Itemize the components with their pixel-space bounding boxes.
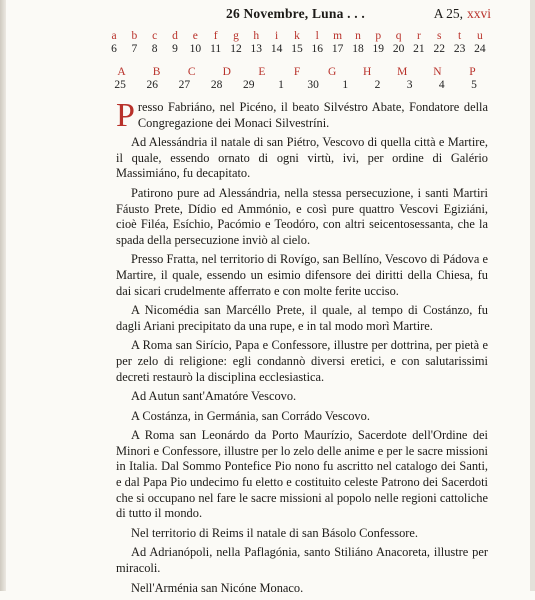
calendar-letter: G [327,66,337,78]
calendar-number: 23 [453,43,466,55]
date-roman: xxvi [466,6,491,21]
calendar-lower-letters [104,30,490,43]
calendar-number: 10 [189,43,202,55]
calendar-number: 24 [474,43,486,55]
calendar-number: 17 [331,43,344,55]
paragraph: Ad Adrianópoli, nella Paflagónia, santo Stiliáno Anacoreta, illustre per miracoli. [116,545,488,576]
calendar-lower-numbers [104,43,490,56]
page-binding-edge [0,0,6,591]
calendar-letter: N [433,66,442,78]
date-number: A 25, [433,6,463,21]
calendar-letter: k [294,30,300,42]
calendar-number: 26 [146,79,158,91]
martyrology-text [116,97,488,600]
calendar-letter: P [469,66,476,78]
calendar-letter: B [152,66,161,78]
calendar-letter: s [437,30,442,42]
paragraph: A Roma san Leonárdo da Porto Maurízio, Sacerdote dell'Ordine dei Minori e Confessore, illustre per lo zelo delle anime e per le sacre missioni in Italia. Dal Sommo Pontefice Pio nono fu ascritto nel catalogo dei Santi, e dal Papa Pio undecimo fu eletto e costituito celeste Patrono dei Sacerdoti che si occupano nel fare le sacre missioni al popolo nelle regioni cattoliche di tutto il mondo. [116,428,488,521]
calendar-letter: m [333,30,343,42]
calendar-number: 1 [342,79,349,91]
calendar-letter: t [457,30,462,42]
lunar-calendar-table [104,30,490,92]
paragraph: A Costánza, in Germánia, san Corrádo Vescovo. [131,408,370,423]
calendar-number: 13 [250,43,263,55]
calendar-letter: a [111,30,117,42]
date-label [434,6,491,22]
calendar-number: 30 [307,79,319,91]
calendar-letter: n [355,30,361,42]
paragraph: Patirono pure ad Alessándria, nella stessa persecuzione, i santi Martiri Fáusto Prete, Dídio ed Ammónio, e così pure quattro Vescovi Egiziáni, cioè Filéa, Esíchio, Pacómio e Teodóro, con altri seicentosessanta, che la spada della persecuzione inviò al cielo. [116,185,488,247]
calendar-letter: u [477,30,483,42]
paragraph [116,97,488,134]
calendar-number: 7 [131,43,138,55]
calendar-letter: h [253,30,260,42]
calendar-letter: q [395,30,402,42]
calendar-number: 8 [151,43,158,55]
calendar-letter: b [131,30,138,42]
calendar-upper-numbers [104,79,490,92]
calendar-letter: F [293,66,301,78]
calendar-letter: d [172,30,178,42]
calendar-upper-block [104,66,490,92]
calendar-letter: M [397,66,408,78]
drop-cap: P [116,97,135,134]
paragraph: A Nicomédia san Marcéllo Prete, il quale, al tempo di Costánzo, fu dagli Ariani precipitato da una rupe, e in tal modo morì Martire. [116,303,488,333]
calendar-number: 1 [278,79,284,91]
calendar-number: 3 [406,79,413,91]
calendar-number: 5 [471,79,477,91]
calendar-letter: e [192,30,198,42]
paragraph: A Roma san Sirício, Papa e Confessore, illustre per dottrina, per pietà e per zelo di religione: egli condannò diversi eretici, e con salutarissimi decreti restaurò la disciplina ecclesiastica. [116,338,488,384]
calendar-letter: E [258,66,266,78]
paragraph: Nell'Arménia san Nicóne Monaco. [131,580,304,595]
calendar-number: 19 [372,43,385,55]
page-header [110,6,491,24]
calendar-letter: i [275,30,279,42]
calendar-number: 14 [270,43,283,55]
calendar-number: 16 [311,43,324,55]
paragraph: Ad Autun sant'Amatóre Vescovo. [131,389,297,404]
calendar-number: 21 [413,43,425,55]
calendar-number: 2 [374,79,381,91]
paragraph: Presso Fratta, nel territorio di Rovígo, san Bellíno, Vescovo di Pádova e Martire, il quale, essendo un esimio difensore dei diritti della Chiesa, fu dai sicari crudelmente afferrato e con molte ferite ucciso. [116,252,488,298]
calendar-number: 29 [243,79,255,91]
calendar-letter: g [233,30,239,42]
calendar-letter: A [117,66,126,78]
calendar-number: 4 [438,79,445,91]
calendar-letter: C [187,66,196,78]
calendar-number: 6 [111,43,117,55]
calendar-number: 11 [210,43,222,55]
page-title: 26 Novembre, Luna . . . [226,6,365,21]
calendar-number: 9 [172,43,178,55]
calendar-letter: p [375,30,382,42]
calendar-letter: H [363,66,372,78]
calendar-number: 22 [433,43,445,55]
calendar-number: 27 [178,79,191,91]
calendar-letter: D [222,66,231,78]
calendar-number: 15 [291,43,303,55]
calendar-letter: l [315,30,319,42]
calendar-number: 12 [230,43,242,55]
page-right-margin [530,0,535,591]
paragraph: Nel territorio di Reims il natale di san Básolo Confessore. [131,525,418,540]
calendar-number: 25 [114,79,126,91]
calendar-letter: r [417,30,421,42]
paragraph: Ad Alessándria il natale di san Piétro, Vescovo di quella città e Martire, il quale, essendo ornato di ogni virtù, ivi, per ordine di Galério Massimiáno, fu decapitato. [116,135,488,181]
calendar-number: 20 [392,43,405,55]
paragraph-text: resso Fabriáno, nel Picéno, il beato Silvéstro Abate, Fondatore della Congregazione dei Monaci Silvestríni. [137,100,488,130]
calendar-number: 28 [210,79,223,91]
calendar-upper-letters [104,66,490,79]
calendar-number: 18 [352,43,364,55]
calendar-letter: f [213,30,218,42]
calendar-letter: c [152,30,158,42]
